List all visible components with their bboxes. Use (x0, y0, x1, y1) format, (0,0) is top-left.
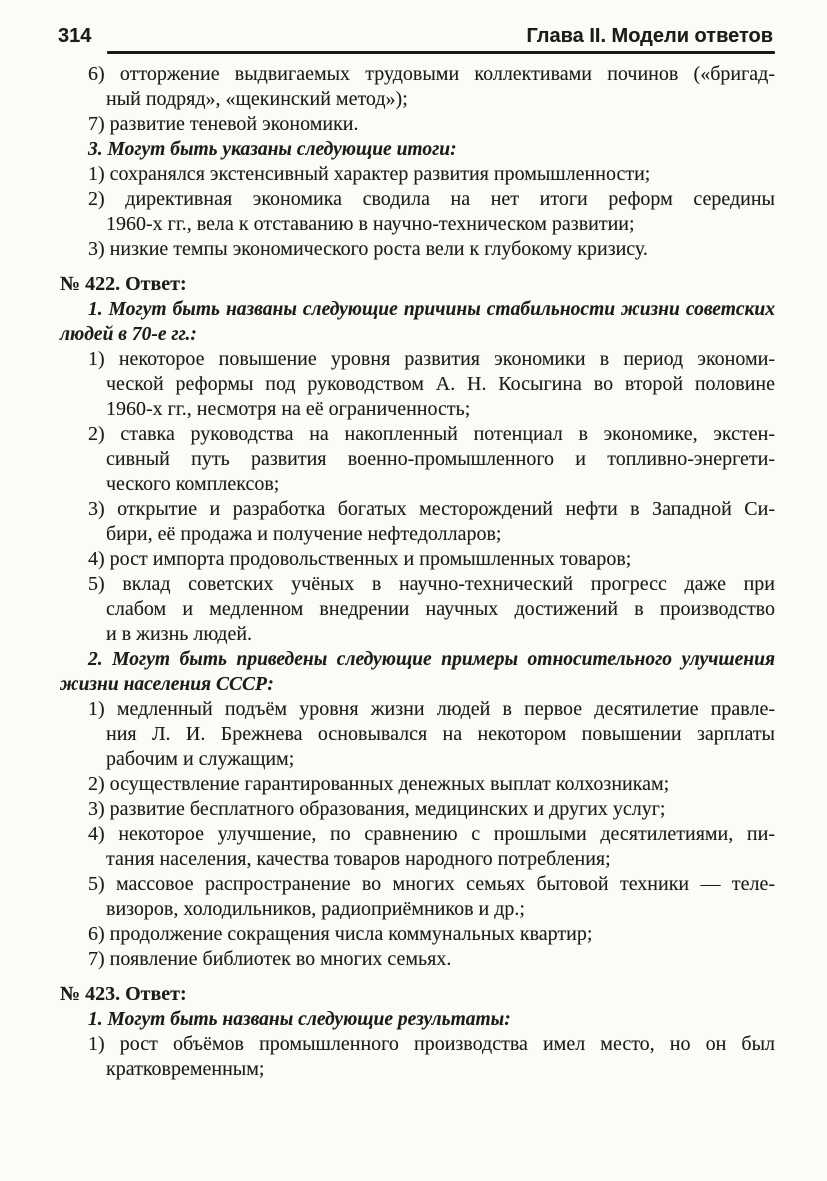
list-item (60, 947, 775, 972)
list-item (60, 772, 775, 797)
list-item-line: бири, её продажа и получение нефтедолларов; (106, 523, 502, 545)
list-item-line: 1) некоторое повышение уровня развития экономики в период экономи- (88, 348, 775, 370)
list-marker: 3) (88, 238, 105, 260)
list-item (60, 347, 775, 422)
page-number: 314 (58, 25, 92, 47)
list-marker: 2) (88, 423, 105, 445)
chapter-title: Глава II. Модели ответов (526, 25, 773, 47)
list-marker: 7) (88, 948, 105, 970)
page-header (0, 0, 827, 48)
list-item-line: 4) рост импорта продовольственных и промышленных товаров; (88, 548, 632, 570)
list-marker: 1) (88, 1033, 105, 1055)
list-item-line: 1960-х гг., несмотря на её ограниченность; (106, 398, 471, 420)
list-item-line: 1) медленный подъём уровня жизни людей в первое десятилетие правле- (88, 698, 775, 720)
list-item (60, 797, 775, 822)
list-marker: 6) (88, 63, 105, 85)
header-rule (107, 51, 775, 54)
list-item-line: ния Л. И. Брежнева основывался на некотором повышении зарплаты (106, 723, 775, 745)
list-item-line: 1) рост объёмов промышленного производства имел место, но он был (88, 1033, 775, 1055)
list-marker: 4) (88, 548, 105, 570)
heading-line: 3. Могут быть указаны следующие итоги: (88, 139, 457, 160)
list-item-line: 5) вклад советских учёных в научно-технический прогресс даже при (88, 573, 775, 595)
list-item (60, 237, 775, 262)
list-marker: 2) (88, 773, 105, 795)
list-item-line: 4) некоторое улучшение, по сравнению с прошлыми десятилетиями, пи- (88, 823, 775, 845)
section-heading (60, 297, 775, 347)
list-item-line: тания населения, качества товаров народного потребления; (106, 848, 611, 870)
list-marker: 3) (88, 498, 105, 520)
list-item-line: сивный путь развития военно-промышленного и топливно-энергети- (106, 448, 775, 470)
list-item-line: 6) продолжение сокращения числа коммунальных квартир; (88, 923, 593, 945)
page-content (60, 62, 775, 1082)
list-item (60, 62, 775, 112)
section-heading (60, 647, 775, 697)
heading-line: 1. Могут быть названы следующие причины стабильности жизни советских (88, 299, 775, 320)
list-item (60, 1032, 775, 1082)
list-item-line: слабом и медленном внедрении научных достижений в производство (106, 598, 775, 620)
list-item-line: 3) низкие темпы экономического роста вели к глубокому кризису. (88, 238, 648, 260)
answer-header: № 422. Ответ: (60, 273, 187, 295)
list-item-line: 3) развитие бесплатного образования, медицинских и других услуг; (88, 798, 666, 820)
list-item-line: и в жизнь людей. (106, 623, 253, 645)
list-item (60, 922, 775, 947)
list-item-line: 6) отторжение выдвигаемых трудовыми коллективами починов («бригад- (88, 63, 775, 85)
list-item-line: 2) ставка руководства на накопленный потенциал в экономике, экстен- (88, 423, 775, 445)
list-marker: 5) (88, 573, 105, 595)
list-item-line: 3) открытие и разработка богатых месторождений нефти в Западной Си- (88, 498, 775, 520)
list-item (60, 872, 775, 922)
answer-header: № 423. Ответ: (60, 983, 187, 1005)
list-item-line: 1) сохранялся экстенсивный характер развития промышленности; (88, 163, 651, 185)
list-marker: 1) (88, 163, 105, 185)
section-heading (60, 137, 775, 162)
list-marker: 1) (88, 348, 105, 370)
heading-line: 1. Могут быть названы следующие результаты: (88, 1009, 511, 1030)
section-heading (60, 1007, 775, 1032)
list-marker: 6) (88, 923, 105, 945)
list-item-line: 7) развитие теневой экономики. (88, 113, 359, 135)
list-item (60, 422, 775, 497)
list-item-line: рабочим и служащим; (106, 748, 295, 770)
list-item (60, 187, 775, 237)
list-item (60, 822, 775, 872)
list-item-line: ческого комплексов; (106, 473, 280, 495)
list-marker: 1) (88, 698, 105, 720)
list-marker: 2) (88, 188, 105, 210)
list-item-line: ный подряд», «щекинский метод»); (106, 88, 408, 110)
heading-line: 2. Могут быть приведены следующие примеры относительного улучшения (88, 649, 775, 670)
list-item (60, 112, 775, 137)
list-item-line: 2) осуществление гарантированных денежных выплат колхозникам; (88, 773, 670, 795)
list-marker: 7) (88, 113, 105, 135)
list-item (60, 162, 775, 187)
list-marker: 5) (88, 873, 105, 895)
list-item-line: 1960-х гг., вела к отставанию в научно-техническом развитии; (106, 213, 635, 235)
list-marker: 4) (88, 823, 105, 845)
heading-line: людей в 70-е гг.: (60, 324, 197, 345)
list-item (60, 497, 775, 547)
list-item (60, 572, 775, 647)
list-item (60, 697, 775, 772)
list-item-line: 2) директивная экономика сводила на нет итоги реформ середины (88, 188, 775, 210)
list-item-line: 7) появление библиотек во многих семьях. (88, 948, 452, 970)
list-item-line: 5) массовое распространение во многих семьях бытовой техники — теле- (88, 873, 775, 895)
heading-line: жизни населения СССР: (60, 674, 274, 695)
list-marker: 3) (88, 798, 105, 820)
list-item (60, 547, 775, 572)
list-item-line: кратковременным; (106, 1058, 265, 1080)
list-item-line: визоров, холодильников, радиоприёмников и др.; (106, 898, 525, 920)
list-item-line: ческой реформы под руководством А. Н. Косыгина во второй половине (106, 373, 775, 395)
